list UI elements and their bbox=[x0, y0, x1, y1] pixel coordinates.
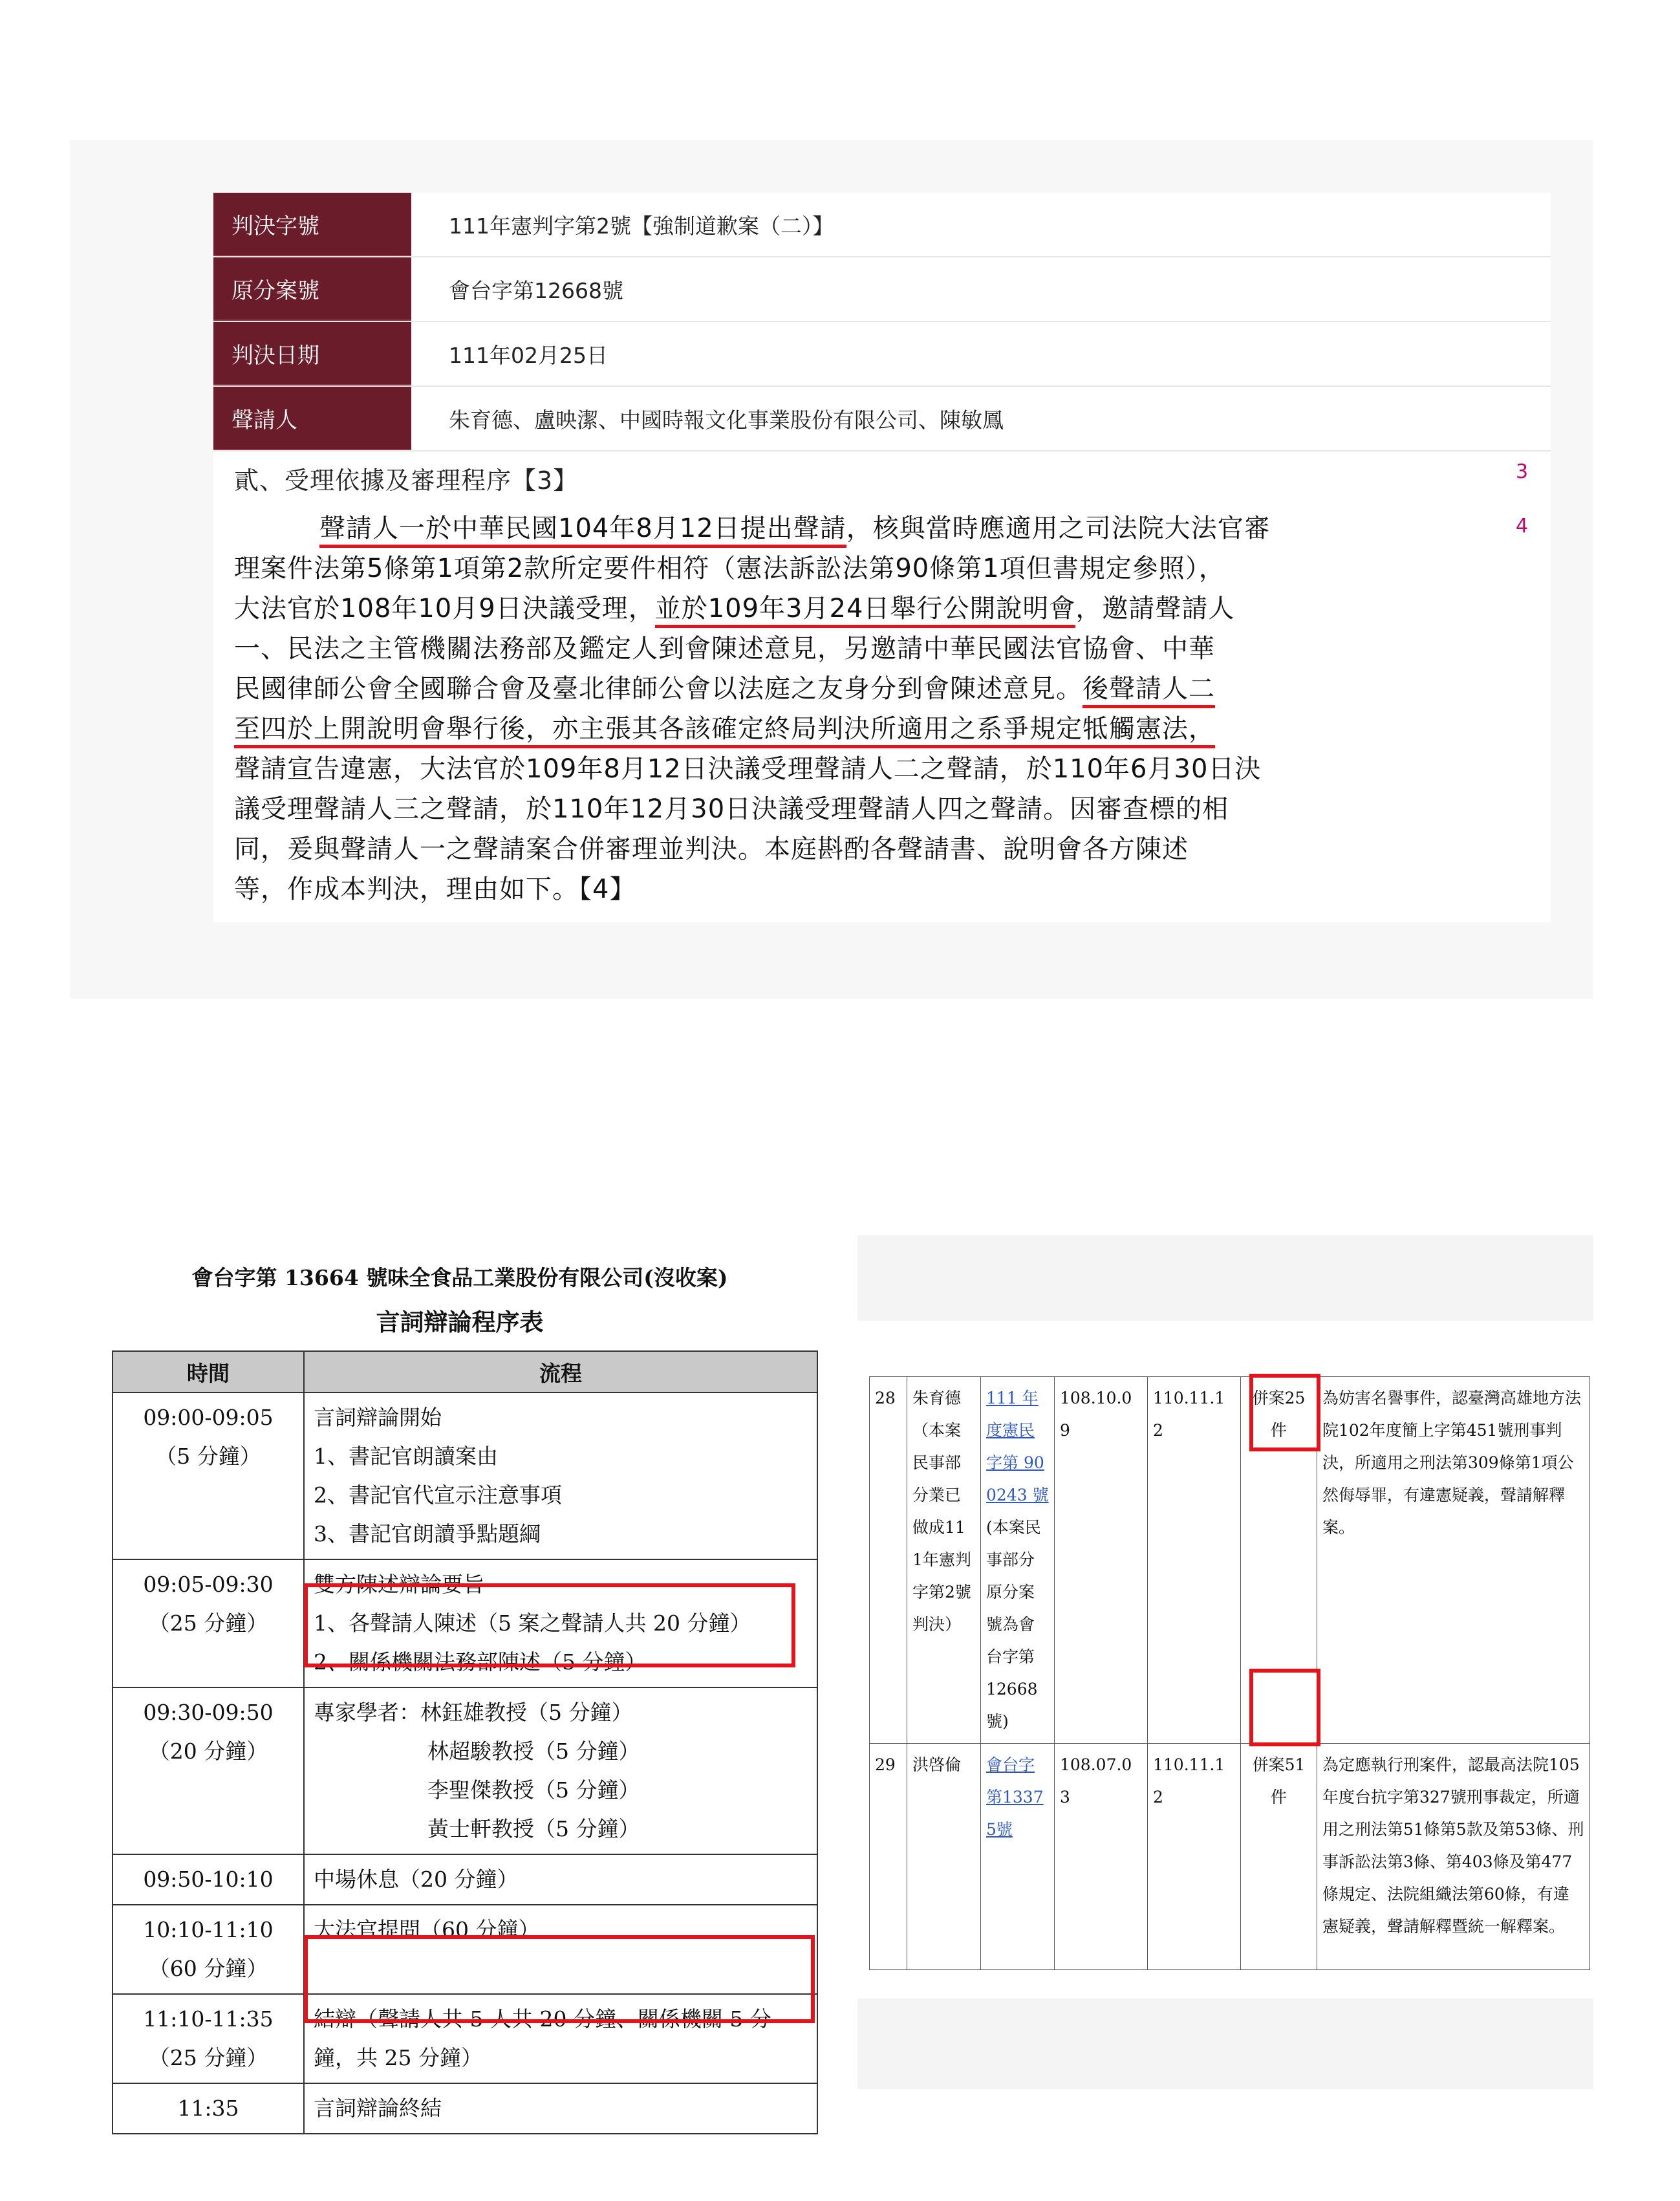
time-range: 09:00-09:05 bbox=[143, 1405, 274, 1430]
info-row-case-no bbox=[213, 257, 1551, 322]
duration: （25 分鐘） bbox=[148, 2045, 268, 2070]
para-text: ，核與當時應適用之司法院大法官審 bbox=[846, 514, 1271, 543]
flow-item: 鐘，共 25 分鐘） bbox=[314, 2045, 482, 2070]
flow-item: 言詞辯論開始 bbox=[314, 1405, 442, 1430]
case-number-cell bbox=[981, 1744, 1055, 1970]
case-list-table bbox=[869, 1376, 1590, 1970]
flow-cell bbox=[304, 1854, 817, 1905]
flow-item: 結辯（聲請人共 5 人共 20 分鐘、關係機關 5 分 bbox=[314, 2006, 771, 2032]
info-value: 111年憲判字第2號【強制道歉案（二）】 bbox=[411, 193, 1551, 256]
case-merged: 併案25件 bbox=[1241, 1377, 1317, 1744]
info-value: 朱育德、盧映潔、中國時報文化事業股份有限公司、陳敏鳳 bbox=[411, 387, 1551, 450]
flow-item: 1、書記官朗讀案由 bbox=[314, 1444, 498, 1469]
duration: （5 分鐘） bbox=[155, 1444, 261, 1469]
flow-item: 2、關係機關法務部陳述（5 分鐘） bbox=[314, 1649, 647, 1675]
para-line: 同，爰與聲請人一之聲請案合併審理並判決。本庭斟酌各聲請書、說明會各方陳述 bbox=[234, 834, 1189, 864]
flow-item: 黃士軒教授（5 分鐘） bbox=[427, 1816, 640, 1841]
gray-strip bbox=[857, 1999, 1593, 2089]
para-text: 民國律師公會全國聯合會及臺北律師公會以法庭之友身分到會陳述意見。 bbox=[234, 674, 1082, 704]
info-label: 判決字號 bbox=[213, 193, 411, 256]
flow-cell bbox=[304, 1687, 817, 1854]
schedule-row bbox=[113, 2083, 817, 2134]
para-line bbox=[234, 589, 1469, 629]
gray-strip bbox=[857, 1235, 1593, 1321]
info-value: 會台字第12668號 bbox=[411, 257, 1551, 321]
para-line bbox=[234, 709, 1469, 749]
time-range: 11:10-11:35 bbox=[143, 2006, 274, 2032]
header-time: 時間 bbox=[113, 1351, 304, 1393]
highlight-box bbox=[304, 1583, 795, 1667]
time-range: 11:35 bbox=[177, 2096, 239, 2121]
schedule-row bbox=[113, 1854, 817, 1905]
time-cell bbox=[113, 1559, 304, 1687]
flow-item: 林超駿教授（5 分鐘） bbox=[427, 1739, 640, 1764]
para-line: 議受理聲請人三之聲請，於110年12月30日決議受理聲請人四之聲請。因審查標的相 bbox=[234, 794, 1229, 824]
flow-item: 雙方陳述辯論要旨 bbox=[314, 1572, 484, 1597]
case-no: 29 bbox=[870, 1744, 907, 1970]
case-description: 為定應執行刑案件，認最高法院105年度台抗字第327號刑事裁定，所適用之刑法第51條第5款及第53條、刑事訴訟法第3條、第403條及第477條規定、法院組織法第60條，有違憲疑義，聲請解釋暨統一解釋案。 bbox=[1317, 1744, 1590, 1970]
duration: （60 分鐘） bbox=[148, 1956, 268, 1981]
time-range: 09:30-09:50 bbox=[143, 1700, 274, 1725]
case-applicant: 洪啓倫 bbox=[907, 1744, 981, 1970]
duration: （25 分鐘） bbox=[148, 1610, 268, 1636]
underlined-text: 聲請人一於中華民國104年8月12日提出聲請 bbox=[319, 514, 846, 548]
para-line bbox=[234, 508, 1469, 548]
judgment-info-table bbox=[213, 193, 1551, 451]
schedule-row bbox=[113, 1393, 817, 1559]
case-number-note: (本案民事部分原分案號為會台字第 12668 號) bbox=[986, 1518, 1041, 1731]
time-cell bbox=[113, 1905, 304, 1994]
case-row bbox=[870, 1377, 1590, 1744]
highlight-box bbox=[1249, 1374, 1320, 1451]
header-flow: 流程 bbox=[304, 1351, 817, 1393]
case-description: 為妨害名譽事件，認臺灣高雄地方法院102年度簡上字第451號刑事判決，所適用之刑法第309條第1項公然侮辱罪，有違憲疑義，聲請解釋案。 bbox=[1317, 1377, 1590, 1744]
flow-item: 專家學者：林鈺雄教授（5 分鐘） bbox=[314, 1700, 633, 1725]
flow-cell bbox=[304, 1393, 817, 1559]
case-number-link[interactable]: 111 年度憲民字第 900243 號 bbox=[986, 1389, 1049, 1504]
underlined-text: 並於109年3月24日舉行公開說明會 bbox=[655, 594, 1076, 628]
time-cell bbox=[113, 2083, 304, 2134]
flow-item: 1、各聲請人陳述（5 案之聲請人共 20 分鐘） bbox=[314, 1610, 751, 1636]
time-cell bbox=[113, 1687, 304, 1854]
case-no: 28 bbox=[870, 1377, 907, 1744]
time-range: 09:05-09:30 bbox=[143, 1572, 274, 1597]
flow-item: 中場休息（20 分鐘） bbox=[314, 1867, 519, 1892]
time-range: 09:50-10:10 bbox=[143, 1867, 274, 1892]
para-text: ，邀請聲請人 bbox=[1075, 594, 1235, 623]
flow-cell bbox=[304, 2083, 817, 2134]
flow-item: 2、書記官代宣示注意事項 bbox=[314, 1482, 562, 1508]
schedule-row bbox=[113, 1687, 817, 1854]
highlight-box bbox=[304, 1935, 815, 2023]
highlight-box bbox=[1249, 1669, 1320, 1746]
case-row bbox=[870, 1744, 1590, 1970]
time-cell bbox=[113, 1994, 304, 2083]
info-row-applicants bbox=[213, 387, 1551, 451]
case-number-link[interactable]: 會台字第13375號 bbox=[986, 1755, 1044, 1839]
para-line: 理案件法第5條第1項第2款所定要件相符（憲法訴訟法第90條第1項但書規定參照）， bbox=[234, 554, 1225, 583]
case-filed-date: 108.10.09 bbox=[1055, 1377, 1148, 1744]
para-line: 聲請宣告違憲，大法官於109年8月12日決議受理聲請人二之聲請，於110年6月30日決 bbox=[234, 754, 1262, 784]
info-value: 111年02月25日 bbox=[411, 322, 1551, 385]
schedule-case-title: 會台字第 13664 號味全食品工業股份有限公司(沒收案) bbox=[191, 1265, 728, 1290]
para-line: 一、民法之主管機關法務部及鑑定人到會陳述意見，另邀請中華民國法官協會、中華 bbox=[234, 634, 1215, 664]
flow-item: 大法官提問（60 分鐘） bbox=[314, 1917, 540, 1942]
info-label: 判決日期 bbox=[213, 322, 411, 385]
case-date: 110.11.12 bbox=[1148, 1744, 1241, 1970]
section-title: 貳、受理依據及審理程序【3】 bbox=[234, 466, 579, 495]
flow-item: 3、書記官朗讀爭點題綱 bbox=[314, 1521, 541, 1546]
case-filed-date: 108.07.03 bbox=[1055, 1744, 1148, 1970]
flow-item: 李聖傑教授（5 分鐘） bbox=[427, 1777, 640, 1803]
case-merged: 併案51件 bbox=[1241, 1744, 1317, 1970]
footnote-link-4[interactable]: 4 bbox=[1516, 515, 1529, 537]
underlined-text: 後聲請人二 bbox=[1082, 674, 1215, 708]
schedule-header-row bbox=[113, 1351, 817, 1393]
para-line bbox=[234, 669, 1469, 709]
time-cell bbox=[113, 1393, 304, 1559]
info-label: 原分案號 bbox=[213, 257, 411, 321]
time-cell bbox=[113, 1854, 304, 1905]
flow-item: 言詞辯論終結 bbox=[314, 2096, 442, 2121]
underlined-text: 至四於上開說明會舉行後，亦主張其各該確定終局判決所適用之系爭規定牴觸憲法， bbox=[234, 714, 1215, 748]
info-row-judgment-no bbox=[213, 193, 1551, 257]
judgment-paragraph bbox=[234, 508, 1469, 909]
case-applicant: 朱育德（本案民事部分業已做成111年憲判字第2號判決） bbox=[907, 1377, 981, 1744]
case-date: 110.11.12 bbox=[1148, 1377, 1241, 1744]
para-text: 大法官於108年10月9日決議受理， bbox=[234, 594, 655, 623]
para-line: 等，作成本判決，理由如下。【4】 bbox=[234, 874, 636, 904]
time-range: 10:10-11:10 bbox=[143, 1917, 274, 1942]
info-row-date bbox=[213, 322, 1551, 387]
schedule-title: 言詞辯論程序表 bbox=[376, 1308, 544, 1336]
footnote-link-3[interactable]: 3 bbox=[1516, 461, 1529, 483]
info-label: 聲請人 bbox=[213, 387, 411, 450]
case-number-cell bbox=[981, 1377, 1055, 1744]
duration: （20 分鐘） bbox=[148, 1739, 268, 1764]
